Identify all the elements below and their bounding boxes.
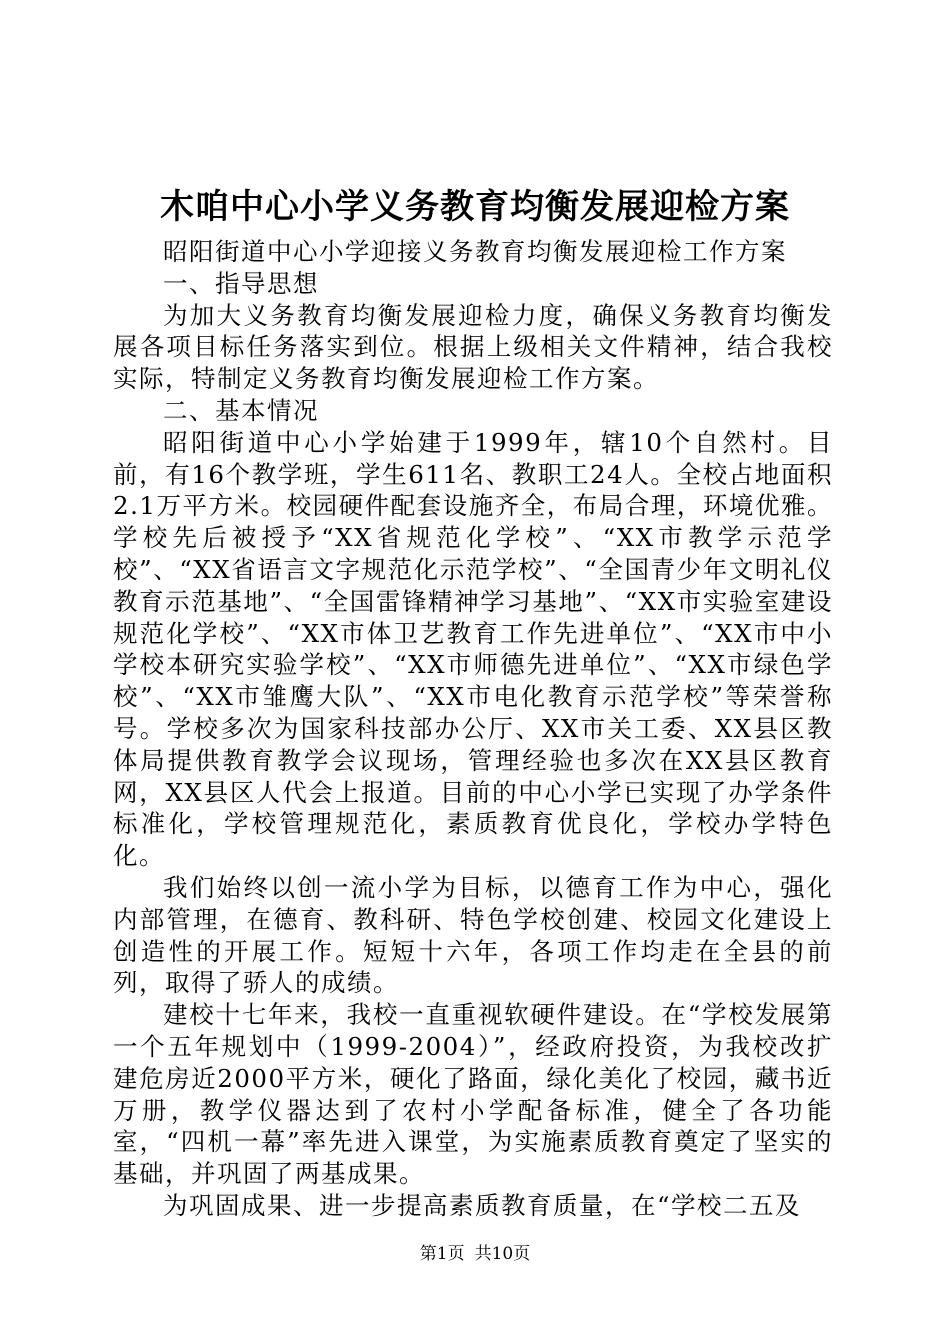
- document-title: 木咱中心小学义务教育均衡发展迎检方案: [160, 187, 790, 227]
- paragraph-guiding-thought: 为加大义务教育均衡发展迎检力度，确保义务教育均衡发展各项目标任务落实到位。根据上级相关文件精神，结合我校实际，特制定义务教育均衡发展迎检工作方案。: [113, 300, 833, 394]
- page-total: 共10页: [474, 1244, 531, 1264]
- paragraph-goals: 我们始终以创一流小学为目标，以德育工作为中心，强化内部管理，在德育、教科研、特色学校创建、校园文化建设上创造性的开展工作。短短十六年，各项工作均走在全县的前列，取得了骄人的成绩。: [113, 872, 833, 998]
- page-footer: [0, 1243, 950, 1265]
- paragraph-construction: 建校十七年来，我校一直重视软硬件建设。在“学校发展第一个五年规划中（1999-2004）”，经政府投资，为我校改扩建危房近2000平方米，硬化了路面，绿化美化了校园，藏书近万册，教学仪器达到了农村小学配备标准，健全了各功能室，“四机一幕”率先进入课堂，为实施素质教育奠定了坚实的基础，并巩固了两基成果。: [113, 1000, 833, 1189]
- document-body: [113, 236, 833, 1222]
- subtitle-paragraph: 昭阳街道中心小学迎接义务教育均衡发展迎检工作方案: [163, 237, 787, 266]
- section-heading-basic-situation: 二、基本情况: [163, 395, 319, 425]
- paragraph-continued: 为巩固成果、进一步提高素质教育质量，在“学校二五及: [163, 1190, 802, 1220]
- paragraph-school-overview: 昭阳街道中心小学始建于1999年，辖10个自然村。目前，有16个教学班，学生611名、教职工24人。全校占地面积2.1万平方米。校园硬件配套设施齐全，布局合理，环境优雅。学校先后被授予“XX省规范化学校”、“XX市教学示范学校”、“XX省语言文字规范化示范学校”、“全国青少年文明礼仪教育示范基地”、“全国雷锋精神学习基地”、“XX市实验室建设规范化学校”、“XX市体卫艺教育工作先进单位”、“XX市中小学校本研究实验学校”、“XX市师德先进单位”、“XX市绿色学校”、“XX市雏鹰大队”、“XX市电化教育示范学校”等荣誉称号。学校多次为国家科技部办公厅、XX市关工委、XX县区教体局提供教育教学会议现场，管理经验也多次在XX县区教育网，XX县区人代会上报道。目前的中心小学已实现了办学条件标准化，学校管理规范化，素质教育优良化，学校办学特色化。: [113, 427, 833, 871]
- section-heading-guiding-thought: 一、指导思想: [163, 268, 319, 298]
- page-number: 第1页: [419, 1244, 465, 1264]
